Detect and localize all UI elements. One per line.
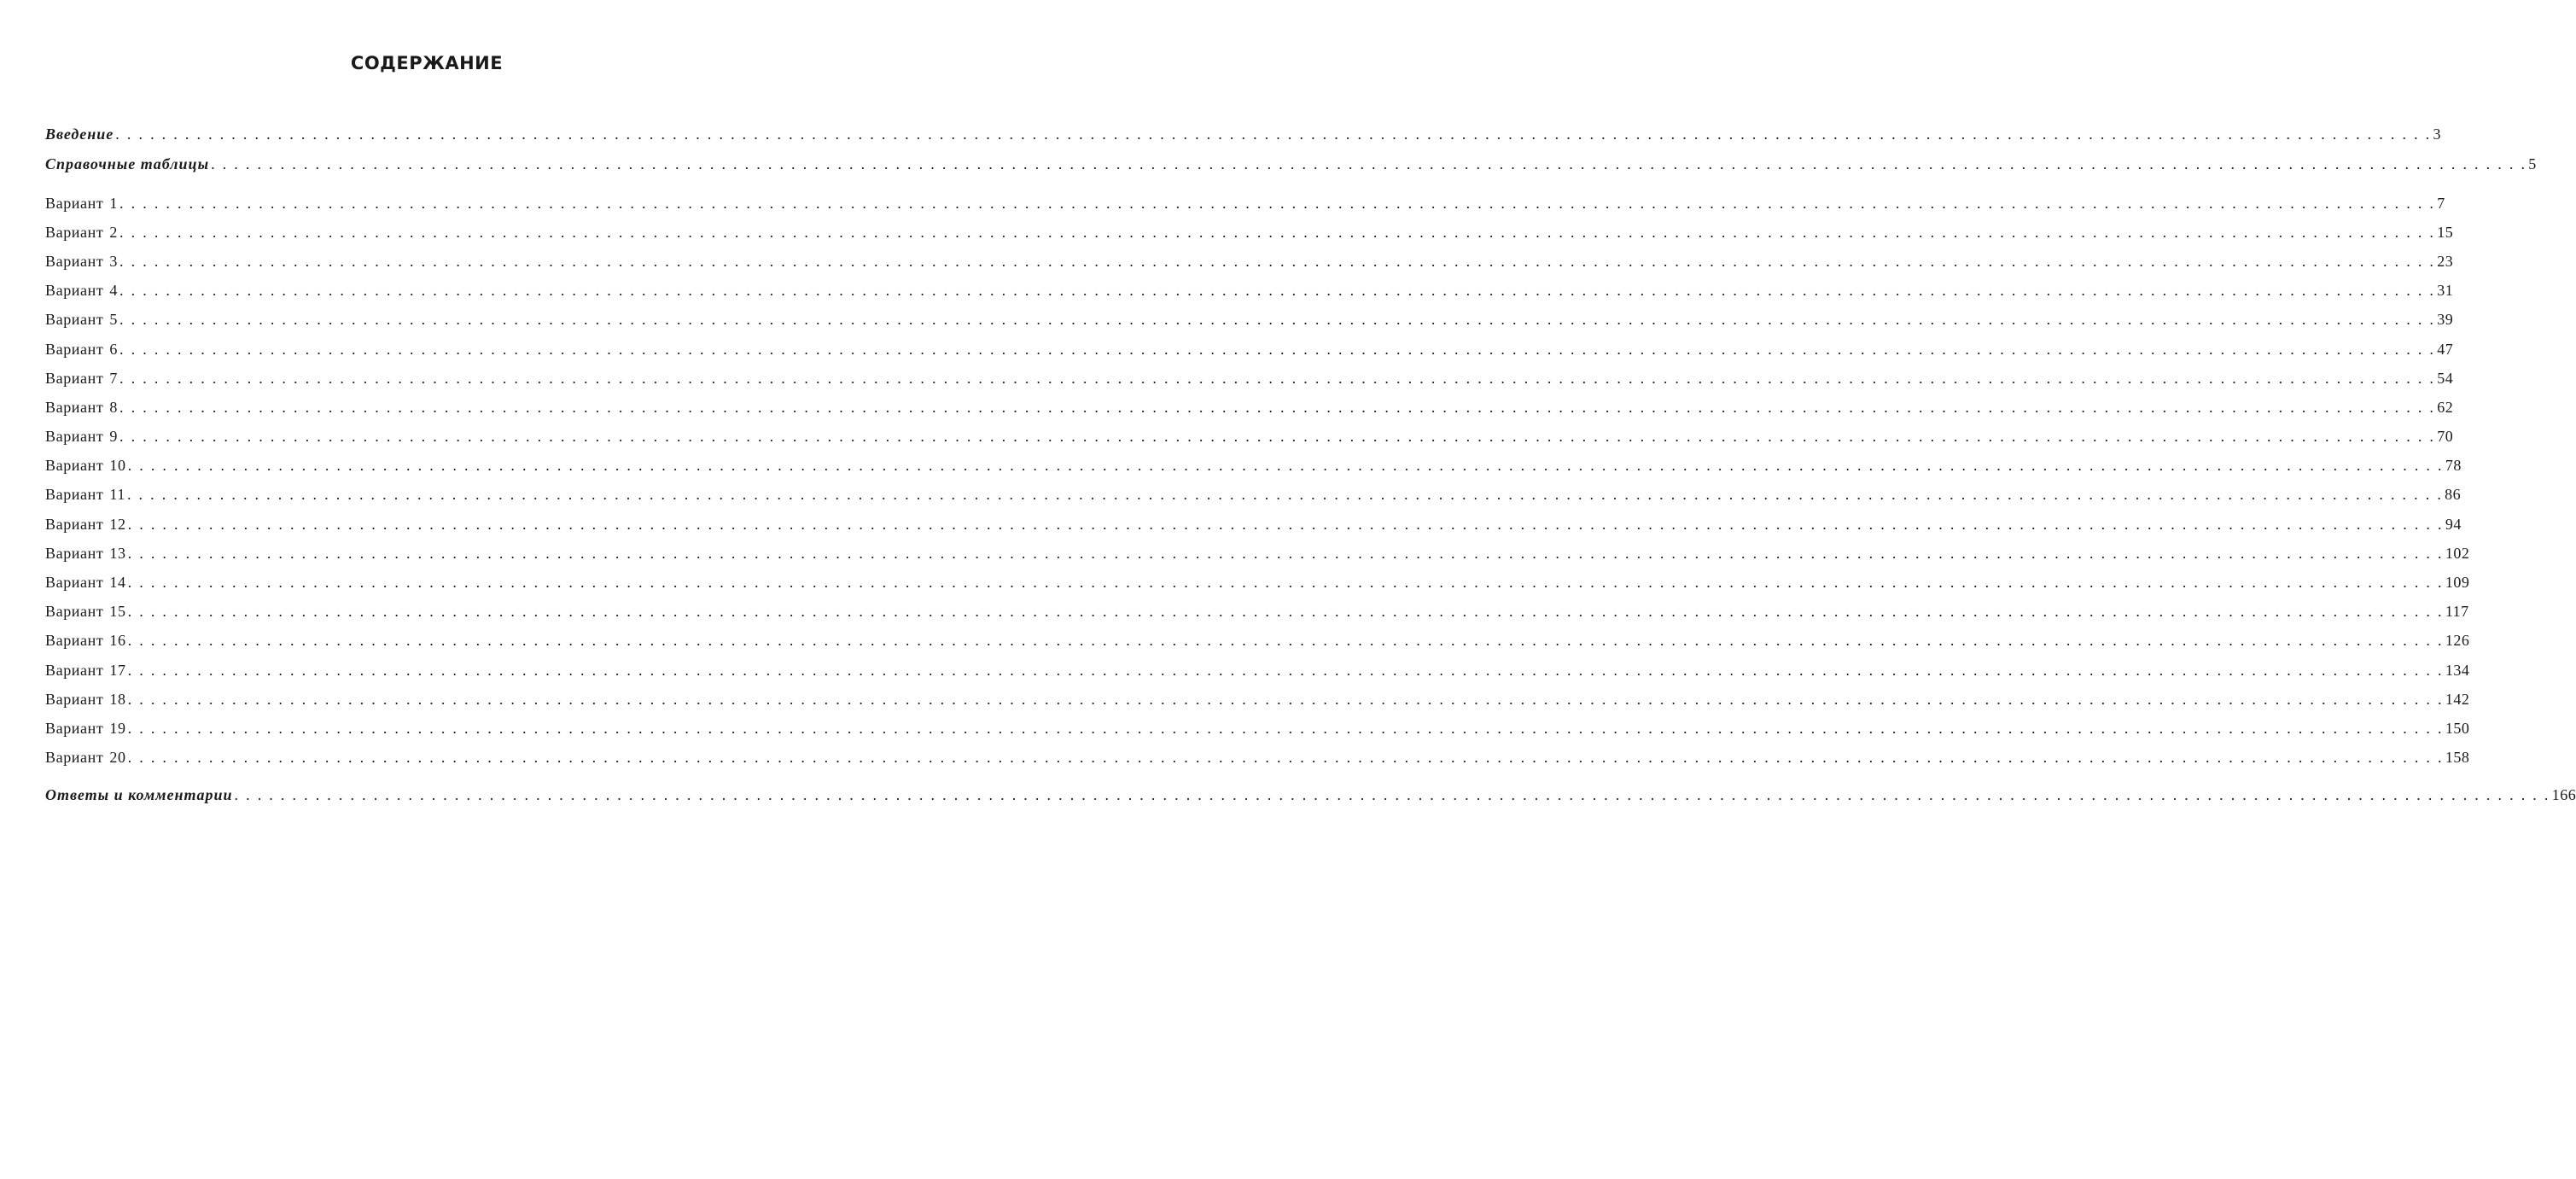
toc-variant-entry (45, 540, 2470, 566)
toc-dot-leader: . . . . . . . . . . . . . . . . . . . . . . . . . . . . . . . . . . . . . . . . . . . . . . . . . . . . . . . . . . . . . . . . . . . . . . . . . . . . . . . . . . . . . . . . . . . . . . . . . . . . . . . . . . . . . . . . . . . . . . . . . . . . . . . . . . . . . . . . . . . . . . . . . . . . . . . . . . . . . . . . . . . . . . . . . . . . . . . . . . . . . . . . . . . . . . . . . . . . . . . . (119, 311, 2436, 328)
toc-entry-label: Вариант 10 (45, 457, 126, 474)
toc-dot-leader: . . . . . . . . . . . . . . . . . . . . . . . . . . . . . . . . . . . . . . . . . . . . . . . . . . . . . . . . . . . . . . . . . . . . . . . . . . . . . . . . . . . . . . . . . . . . . . . . . . . . . . . . . . . . . . . . . . . . . . . . . . . . . . . . . . . . . . . . . . . . . . . . . . . . . . . . . . . . . . . . . . . . . . . . . . . . . . . . . . . . . . . . . . . . . . . . . . . . . . . . (127, 720, 2444, 737)
toc-dot-leader: . . . . . . . . . . . . . . . . . . . . . . . . . . . . . . . . . . . . . . . . . . . . . . . . . . . . . . . . . . . . . . . . . . . . . . . . . . . . . . . . . . . . . . . . . . . . . . . . . . . . . . . . . . . . . . . . . . . . . . . . . . . . . . . . . . . . . . . . . . . . . . . . . . . . . . . . . . . . . . . . . . . . . . . . . . . . . . . . . . . . . . . . . . . . . . . . . . . . . . . . (119, 253, 2436, 270)
toc-variant-entry (45, 306, 2454, 332)
toc-section-entry (45, 121, 2441, 147)
toc-entry-page-number: 117 (2445, 603, 2469, 620)
toc-dot-leader: . . . . . . . . . . . . . . . . . . . . . . . . . . . . . . . . . . . . . . . . . . . . . . . . . . . . . . . . . . . . . . . . . . . . . . . . . . . . . . . . . . . . . . . . . . . . . . . . . . . . . . . . . . . . . . . . . . . . . . . . . . . . . . . . . . . . . . . . . . . . . . . . . . . . . . . . . . . . . . . . . . . . . . . . . . . . . . . . . . . . . . . . . . . . . . . . . . . . . . . . (234, 786, 2550, 803)
toc-variant-entry (45, 452, 2462, 478)
toc-dot-leader: . . . . . . . . . . . . . . . . . . . . . . . . . . . . . . . . . . . . . . . . . . . . . . . . . . . . . . . . . . . . . . . . . . . . . . . . . . . . . . . . . . . . . . . . . . . . . . . . . . . . . . . . . . . . . . . . . . . . . . . . . . . . . . . . . . . . . . . . . . . . . . . . . . . . . . . . . . . . . . . . . . . . . . . . . . . . . . . . . . . . . . . . . . . . . . . . . . . . . . . . (126, 486, 2444, 503)
toc-variant-entry (45, 190, 2445, 216)
toc-entry-label: Ответы и комментарии (45, 786, 233, 803)
toc-entry-label: Вариант 14 (45, 574, 126, 591)
toc-entry-page-number: 39 (2437, 311, 2454, 328)
toc-entry-page-number: 3 (2433, 125, 2441, 143)
toc-variant-entry (45, 715, 2470, 741)
toc-variant-entry (45, 336, 2454, 362)
toc-dot-leader: . . . . . . . . . . . . . . . . . . . . . . . . . . . . . . . . . . . . . . . . . . . . . . . . . . . . . . . . . . . . . . . . . . . . . . . . . . . . . . . . . . . . . . . . . . . . . . . . . . . . . . . . . . . . . . . . . . . . . . . . . . . . . . . . . . . . . . . . . . . . . . . . . . . . . . . . . . . . . . . . . . . . . . . . . . . . . . . . . . . . . . . . . . . . . . . . . . . . . . . . (127, 632, 2444, 649)
toc-entry-page-number: 94 (2445, 516, 2462, 533)
toc-entry-label: Вариант 19 (45, 720, 126, 737)
toc-dot-leader: . . . . . . . . . . . . . . . . . . . . . . . . . . . . . . . . . . . . . . . . . . . . . . . . . . . . . . . . . . . . . . . . . . . . . . . . . . . . . . . . . . . . . . . . . . . . . . . . . . . . . . . . . . . . . . . . . . . . . . . . . . . . . . . . . . . . . . . . . . . . . . . . . . . . . . . . . . . . . . . . . . . . . . . . . . . . . . . . . . . . . . . . . . . . . . . . . . . . . . . . (127, 603, 2444, 620)
toc-dot-leader: . . . . . . . . . . . . . . . . . . . . . . . . . . . . . . . . . . . . . . . . . . . . . . . . . . . . . . . . . . . . . . . . . . . . . . . . . . . . . . . . . . . . . . . . . . . . . . . . . . . . . . . . . . . . . . . . . . . . . . . . . . . . . . . . . . . . . . . . . . . . . . . . . . . . . . . . . . . . . . . . . . . . . . . . . . . . . . . . . . . . . . . . . . . . . . . . . . . . . . . . (119, 399, 2436, 416)
toc-dot-leader: . . . . . . . . . . . . . . . . . . . . . . . . . . . . . . . . . . . . . . . . . . . . . . . . . . . . . . . . . . . . . . . . . . . . . . . . . . . . . . . . . . . . . . . . . . . . . . . . . . . . . . . . . . . . . . . . . . . . . . . . . . . . . . . . . . . . . . . . . . . . . . . . . . . . . . . . . . . . . . . . . . . . . . . . . . . . . . . . . . . . . . . . . . . . . . . . . . . . . . . . (127, 662, 2444, 679)
toc-dot-leader: . . . . . . . . . . . . . . . . . . . . . . . . . . . . . . . . . . . . . . . . . . . . . . . . . . . . . . . . . . . . . . . . . . . . . . . . . . . . . . . . . . . . . . . . . . . . . . . . . . . . . . . . . . . . . . . . . . . . . . . . . . . . . . . . . . . . . . . . . . . . . . . . . . . . . . . . . . . . . . . . . . . . . . . . . . . . . . . . . . . . . . . . . . . . . . . . . . . . . . . . (119, 224, 2436, 241)
toc-entry-page-number: 134 (2445, 662, 2470, 679)
toc-variant-entry (45, 657, 2470, 683)
toc-entry-page-number: 70 (2437, 428, 2454, 445)
toc-dot-leader: . . . . . . . . . . . . . . . . . . . . . . . . . . . . . . . . . . . . . . . . . . . . . . . . . . . . . . . . . . . . . . . . . . . . . . . . . . . . . . . . . . . . . . . . . . . . . . . . . . . . . . . . . . . . . . . . . . . . . . . . . . . . . . . . . . . . . . . . . . . . . . . . . . . . . . . . . . . . . . . . . . . . . . . . . . . . . . . . . . . . . . . . . . . . . . . . . . . . . . . . (127, 691, 2444, 708)
toc-entry-label: Вариант 1 (45, 195, 119, 212)
toc-section-entry (45, 151, 2537, 177)
toc-section-entry (45, 782, 2576, 808)
toc-entry-page-number: 7 (2437, 195, 2445, 212)
toc-variant-entry (45, 598, 2469, 624)
toc-variant-entry (45, 219, 2454, 245)
toc-entry-label: Вариант 7 (45, 370, 119, 387)
toc-entry-page-number: 150 (2445, 720, 2470, 737)
toc-entry-page-number: 158 (2445, 749, 2470, 766)
toc-entry-label: Вариант 6 (45, 341, 119, 358)
toc-variant-entry (45, 744, 2470, 770)
toc-entry-label: Вариант 4 (45, 282, 119, 299)
toc-dot-leader: . . . . . . . . . . . . . . . . . . . . . . . . . . . . . . . . . . . . . . . . . . . . . . . . . . . . . . . . . . . . . . . . . . . . . . . . . . . . . . . . . . . . . . . . . . . . . . . . . . . . . . . . . . . . . . . . . . . . . . . . . . . . . . . . . . . . . . . . . . . . . . . . . . . . . . . . . . . . . . . . . . . . . . . . . . . . . . . . . . . . . . . . . . . . . . . . . . . . . . . . (127, 574, 2444, 591)
toc-entry-page-number: 166 (2551, 786, 2576, 803)
toc-dot-leader: . . . . . . . . . . . . . . . . . . . . . . . . . . . . . . . . . . . . . . . . . . . . . . . . . . . . . . . . . . . . . . . . . . . . . . . . . . . . . . . . . . . . . . . . . . . . . . . . . . . . . . . . . . . . . . . . . . . . . . . . . . . . . . . . . . . . . . . . . . . . . . . . . . . . . . . . . . . . . . . . . . . . . . . . . . . . . . . . . . . . . . . . . . . . . . . . . . . . . . . . (127, 516, 2444, 533)
toc-entry-page-number: 86 (2445, 486, 2462, 503)
toc-variant-entry (45, 394, 2454, 420)
toc-dot-leader: . . . . . . . . . . . . . . . . . . . . . . . . . . . . . . . . . . . . . . . . . . . . . . . . . . . . . . . . . . . . . . . . . . . . . . . . . . . . . . . . . . . . . . . . . . . . . . . . . . . . . . . . . . . . . . . . . . . . . . . . . . . . . . . . . . . . . . . . . . . . . . . . . . . . . . . . . . . . . . . . . . . . . . . . . . . . . . . . . . . . . . . . . . . . . . . . . . . . . . . . (119, 370, 2436, 387)
toc-dot-leader: . . . . . . . . . . . . . . . . . . . . . . . . . . . . . . . . . . . . . . . . . . . . . . . . . . . . . . . . . . . . . . . . . . . . . . . . . . . . . . . . . . . . . . . . . . . . . . . . . . . . . . . . . . . . . . . . . . . . . . . . . . . . . . . . . . . . . . . . . . . . . . . . . . . . . . . . . . . . . . . . . . . . . . . . . . . . . . . . . . . . . . . . . . . . . . . . . . . . . . . . (119, 428, 2436, 445)
toc-entry-page-number: 5 (2528, 155, 2537, 172)
toc-entry-page-number: 15 (2437, 224, 2454, 241)
toc-variant-entry (45, 686, 2470, 712)
toc-entry-page-number: 31 (2437, 282, 2454, 299)
toc-dot-leader: . . . . . . . . . . . . . . . . . . . . . . . . . . . . . . . . . . . . . . . . . . . . . . . . . . . . . . . . . . . . . . . . . . . . . . . . . . . . . . . . . . . . . . . . . . . . . . . . . . . . . . . . . . . . . . . . . . . . . . . . . . . . . . . . . . . . . . . . . . . . . . . . . . . . . . . . . . . . . . . . . . . . . . . . . . . . . . . . . . . . . . . . . . . . . . . . . . . . . . . . (127, 749, 2444, 766)
toc-entry-label: Вариант 9 (45, 428, 119, 445)
toc-dot-leader: . . . . . . . . . . . . . . . . . . . . . . . . . . . . . . . . . . . . . . . . . . . . . . . . . . . . . . . . . . . . . . . . . . . . . . . . . . . . . . . . . . . . . . . . . . . . . . . . . . . . . . . . . . . . . . . . . . . . . . . . . . . . . . . . . . . . . . . . . . . . . . . . . . . . . . . . . . . . . . . . . . . . . . . . . . . . . . . . . . . . . . . . . . . . . . . . . . . . . . . . (119, 195, 2436, 212)
toc-entry-page-number: 109 (2445, 574, 2470, 591)
toc-dot-leader: . . . . . . . . . . . . . . . . . . . . . . . . . . . . . . . . . . . . . . . . . . . . . . . . . . . . . . . . . . . . . . . . . . . . . . . . . . . . . . . . . . . . . . . . . . . . . . . . . . . . . . . . . . . . . . . . . . . . . . . . . . . . . . . . . . . . . . . . . . . . . . . . . . . . . . . . . . . . . . . . . . . . . . . . . . . . . . . . . . . . . . . . . . . . . . . . . . . . . . . . (211, 155, 2527, 172)
toc-entry-label: Введение (45, 125, 114, 143)
toc-entry-label: Вариант 13 (45, 545, 126, 562)
toc-variant-entry (45, 627, 2470, 653)
toc-dot-leader: . . . . . . . . . . . . . . . . . . . . . . . . . . . . . . . . . . . . . . . . . . . . . . . . . . . . . . . . . . . . . . . . . . . . . . . . . . . . . . . . . . . . . . . . . . . . . . . . . . . . . . . . . . . . . . . . . . . . . . . . . . . . . . . . . . . . . . . . . . . . . . . . . . . . . . . . . . . . . . . . . . . . . . . . . . . . . . . . . . . . . . . . . . . . . . . . . . . . . . . . (119, 341, 2436, 358)
toc-entry-label: Вариант 17 (45, 662, 126, 679)
toc-entry-page-number: 54 (2437, 370, 2454, 387)
toc-variant-entry (45, 569, 2470, 595)
toc-entry-page-number: 78 (2445, 457, 2462, 474)
toc-variant-entry (45, 423, 2454, 449)
toc-variant-entry (45, 277, 2454, 303)
toc-dot-leader: . . . . . . . . . . . . . . . . . . . . . . . . . . . . . . . . . . . . . . . . . . . . . . . . . . . . . . . . . . . . . . . . . . . . . . . . . . . . . . . . . . . . . . . . . . . . . . . . . . . . . . . . . . . . . . . . . . . . . . . . . . . . . . . . . . . . . . . . . . . . . . . . . . . . . . . . . . . . . . . . . . . . . . . . . . . . . . . . . . . . . . . . . . . . . . . . . . . . . . . . (127, 457, 2444, 474)
toc-entry-page-number: 62 (2437, 399, 2454, 416)
toc-entry-label: Вариант 12 (45, 516, 126, 533)
toc-entry-page-number: 47 (2437, 341, 2454, 358)
toc-entry-label: Вариант 18 (45, 691, 126, 708)
toc-dot-leader: . . . . . . . . . . . . . . . . . . . . . . . . . . . . . . . . . . . . . . . . . . . . . . . . . . . . . . . . . . . . . . . . . . . . . . . . . . . . . . . . . . . . . . . . . . . . . . . . . . . . . . . . . . . . . . . . . . . . . . . . . . . . . . . . . . . . . . . . . . . . . . . . . . . . . . . . . . . . . . . . . . . . . . . . . . . . . . . . . . . . . . . . . . . . . . . . . . . . . . . . (119, 282, 2436, 299)
toc-entry-label: Вариант 15 (45, 603, 126, 620)
toc-variant-entry (45, 482, 2462, 507)
toc-entry-label: Вариант 8 (45, 399, 119, 416)
toc-variant-entry (45, 511, 2462, 537)
toc-entry-label: Вариант 20 (45, 749, 126, 766)
toc-entry-page-number: 23 (2437, 253, 2454, 270)
toc-entry-label: Справочные таблицы (45, 155, 210, 172)
toc-entry-page-number: 142 (2445, 691, 2470, 708)
toc-dot-leader: . . . . . . . . . . . . . . . . . . . . . . . . . . . . . . . . . . . . . . . . . . . . . . . . . . . . . . . . . . . . . . . . . . . . . . . . . . . . . . . . . . . . . . . . . . . . . . . . . . . . . . . . . . . . . . . . . . . . . . . . . . . . . . . . . . . . . . . . . . . . . . . . . . . . . . . . . . . . . . . . . . . . . . . . . . . . . . . . . . . . . . . . . . . . . . . . . . . . . . . . (115, 125, 2432, 143)
toc-entry-label: Вариант 3 (45, 253, 119, 270)
toc-entry-page-number: 126 (2445, 632, 2470, 649)
toc-entry-label: Вариант 11 (45, 486, 125, 503)
toc-dot-leader: . . . . . . . . . . . . . . . . . . . . . . . . . . . . . . . . . . . . . . . . . . . . . . . . . . . . . . . . . . . . . . . . . . . . . . . . . . . . . . . . . . . . . . . . . . . . . . . . . . . . . . . . . . . . . . . . . . . . . . . . . . . . . . . . . . . . . . . . . . . . . . . . . . . . . . . . . . . . . . . . . . . . . . . . . . . . . . . . . . . . . . . . . . . . . . . . . . . . . . . . (127, 545, 2444, 562)
toc-variant-entry (45, 248, 2454, 274)
toc-entry-label: Вариант 16 (45, 632, 126, 649)
page-title: СОДЕРЖАНИЕ (350, 53, 504, 73)
toc-entry-label: Вариант 5 (45, 311, 119, 328)
toc-entry-label: Вариант 2 (45, 224, 119, 241)
toc-variant-entry (45, 365, 2454, 391)
toc-entry-page-number: 102 (2445, 545, 2470, 562)
